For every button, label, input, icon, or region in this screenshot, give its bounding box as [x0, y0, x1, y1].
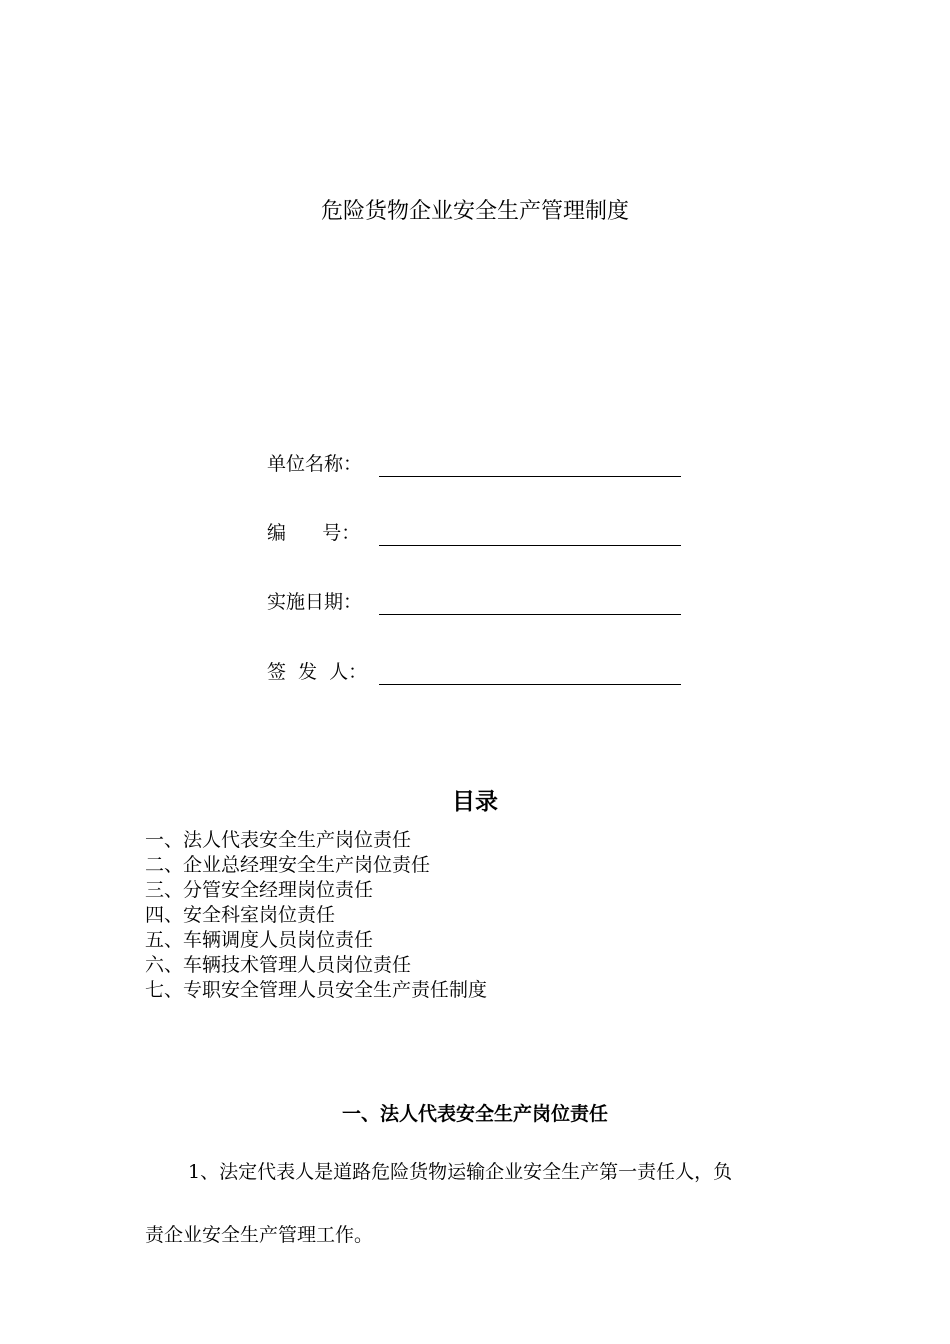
form-field-issuer — [267, 657, 687, 689]
field-label: 编 号： — [267, 522, 361, 544]
toc-heading: 目录 — [452, 789, 498, 815]
section-paragraph-line: 责企业安全生产管理工作。 — [145, 1224, 374, 1246]
field-blank-line — [379, 614, 681, 615]
field-blank-line — [379, 476, 681, 477]
toc-item: 三、分管安全经理岗位责任 — [145, 879, 374, 901]
form-field-number — [267, 518, 687, 550]
toc-item: 四、安全科室岗位责任 — [145, 904, 336, 926]
toc-item: 六、车辆技术管理人员岗位责任 — [145, 954, 412, 976]
document-title: 危险货物企业安全生产管理制度 — [320, 199, 629, 224]
form-field-effective-date — [267, 587, 687, 619]
section-heading: 一、法人代表安全生产岗位责任 — [341, 1103, 608, 1125]
toc-item: 七、专职安全管理人员安全生产责任制度 — [145, 979, 488, 1001]
form-field-unit-name — [267, 449, 687, 481]
field-blank-line — [379, 684, 681, 685]
toc-list — [145, 828, 487, 1003]
section-paragraph-line: 1、法定代表人是道路危险货物运输企业安全生产第一责任人，负 — [188, 1161, 733, 1183]
field-label: 签 发 人： — [267, 661, 368, 683]
field-label: 单位名称： — [267, 453, 363, 475]
field-blank-line — [379, 545, 681, 546]
toc-item: 五、车辆调度人员岗位责任 — [145, 929, 374, 951]
field-label: 实施日期： — [267, 591, 363, 613]
toc-item: 二、企业总经理安全生产岗位责任 — [145, 854, 431, 876]
toc-item: 一、法人代表安全生产岗位责任 — [145, 829, 412, 851]
